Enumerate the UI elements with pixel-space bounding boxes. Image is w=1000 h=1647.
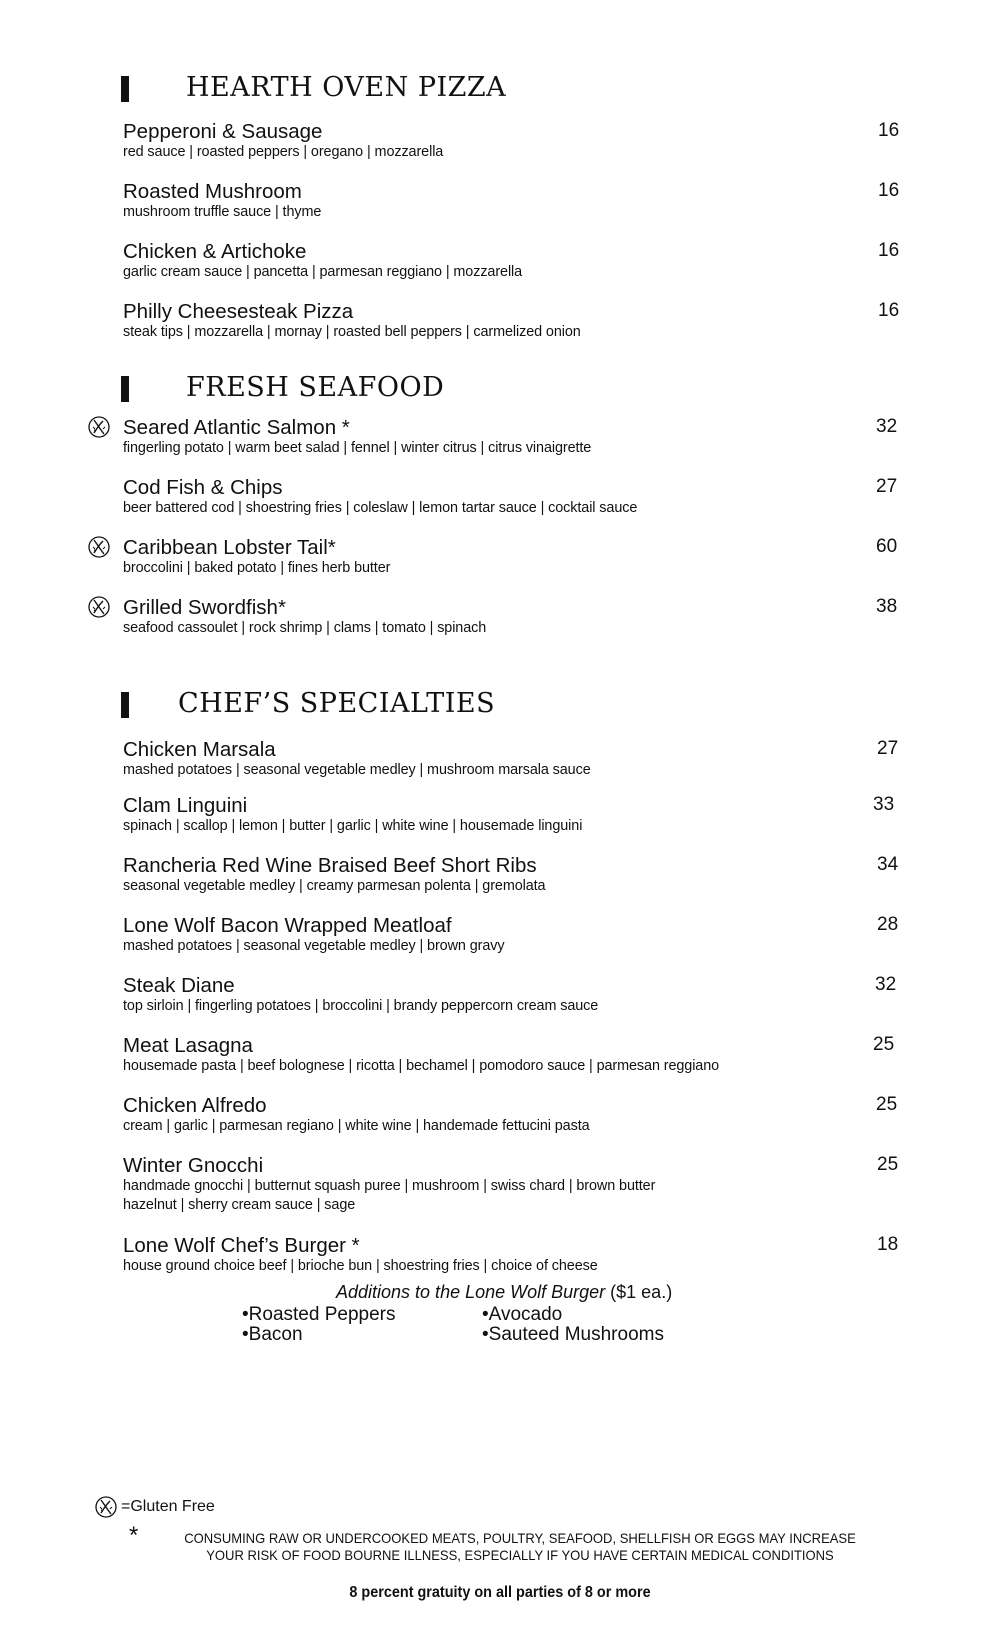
item-description: garlic cream sauce | pancetta | parmesan reggiano | mozzarella (123, 263, 523, 280)
item-price: 32 (875, 974, 897, 995)
item-description: fingerling potato | warm beet salad | fennel | winter citrus | citrus vinaigrette (123, 439, 592, 456)
item-price: 16 (878, 240, 900, 261)
item-description: red sauce | roasted peppers | oregano | mozzarella (123, 143, 444, 160)
item-price: 32 (876, 416, 898, 437)
additions-title (336, 1282, 672, 1303)
item-description: seafood cassoulet | rock shrimp | clams | tomato | spinach (123, 619, 487, 636)
section-marker (121, 76, 129, 102)
addition-option: •Avocado (482, 1304, 563, 1325)
item-price: 33 (873, 794, 895, 815)
section-title: HEARTH OVEN PIZZA (186, 72, 507, 103)
item-name: Seared Atlantic Salmon * (123, 416, 350, 439)
item-price: 25 (873, 1034, 895, 1055)
item-description: mashed potatoes | seasonal vegetable medley | mushroom marsala sauce (123, 761, 591, 778)
item-description: mushroom truffle sauce | thyme (123, 203, 322, 220)
item-name: Pepperoni & Sausage (123, 120, 323, 143)
item-description: seasonal vegetable medley | creamy parmesan polenta | gremolata (123, 877, 546, 894)
legend-text: =Gluten Free (121, 1498, 215, 1515)
item-name: Steak Diane (123, 974, 235, 997)
item-price: 28 (877, 914, 899, 935)
gratuity-note: 8 percent gratuity on all parties of 8 or more (349, 1584, 651, 1601)
item-description: housemade pasta | beef bolognese | ricotta | bechamel | pomodoro sauce | parmesan reggiano (123, 1057, 720, 1074)
item-price: 38 (876, 596, 898, 617)
item-description: top sirloin | fingerling potatoes | broccolini | brandy peppercorn cream sauce (123, 997, 599, 1014)
item-description: mashed potatoes | seasonal vegetable medley | brown gravy (123, 937, 505, 954)
item-price: 18 (877, 1234, 899, 1255)
item-price: 16 (878, 300, 900, 321)
section-marker (121, 692, 129, 718)
section-marker (121, 376, 129, 402)
section-header (0, 372, 1000, 412)
gluten-free-icon (88, 596, 110, 618)
gluten-free-icon (88, 416, 110, 438)
item-price: 25 (877, 1154, 899, 1175)
section-title: FRESH SEAFOOD (186, 372, 445, 403)
gluten-free-legend (95, 1496, 395, 1522)
item-description: handmade gnocchi | butternut squash puree | mushroom | swiss chard | brown butter hazelnut | sherry cream sauce | sage (123, 1177, 656, 1213)
item-price: 16 (878, 180, 900, 201)
item-description: broccolini | baked potato | fines herb butter (123, 559, 391, 576)
item-name: Roasted Mushroom (123, 180, 302, 203)
item-description: spinach | scallop | lemon | butter | garlic | white wine | housemade linguini (123, 817, 583, 834)
gluten-free-icon (88, 536, 110, 558)
food-safety-warning: CONSUMING RAW OR UNDERCOOKED MEATS, POULTRY, SEAFOOD, SHELLFISH OR EGGS MAY INCREASE YOUR RISK OF FOOD BOURNE ILLNESS, ESPECIALLY IF YOU HAVE CERTAIN MEDICAL CONDITIONS (184, 1530, 856, 1563)
item-name: Rancheria Red Wine Braised Beef Short Ribs (123, 854, 537, 877)
item-name: Grilled Swordfish* (123, 596, 286, 619)
item-description: cream | garlic | parmesan regiano | white wine | handemade fettucini pasta (123, 1117, 590, 1134)
additions-title-text: Additions to the Lone Wolf Burger (336, 1282, 606, 1302)
item-name: Winter Gnocchi (123, 1154, 264, 1177)
item-name: Clam Linguini (123, 794, 248, 817)
item-name: Philly Cheesesteak Pizza (123, 300, 354, 323)
item-name: Caribbean Lobster Tail* (123, 536, 336, 559)
additions-price-note: ($1 ea.) (605, 1282, 673, 1302)
item-description: steak tips | mozzarella | mornay | roasted bell peppers | carmelized onion (123, 323, 581, 340)
addition-option: •Sauteed Mushrooms (482, 1324, 664, 1345)
item-price: 27 (877, 738, 899, 759)
item-name: Lone Wolf Chef’s Burger * (123, 1234, 360, 1257)
item-price: 34 (877, 854, 899, 875)
section-specialties (0, 688, 1000, 728)
item-name: Cod Fish & Chips (123, 476, 283, 499)
gluten-free-icon (95, 1496, 117, 1518)
item-price: 27 (876, 476, 898, 497)
item-name: Lone Wolf Bacon Wrapped Meatloaf (123, 914, 452, 937)
item-name: Meat Lasagna (123, 1034, 253, 1057)
addition-option: •Roasted Peppers (242, 1304, 396, 1325)
item-description: house ground choice beef | brioche bun | shoestring fries | choice of cheese (123, 1257, 598, 1274)
section-title: CHEF’S SPECIALTIES (178, 688, 496, 719)
item-description: beer battered cod | shoestring fries | coleslaw | lemon tartar sauce | cocktail sauce (123, 499, 638, 516)
item-name: Chicken & Artichoke (123, 240, 307, 263)
item-name: Chicken Alfredo (123, 1094, 267, 1117)
item-price: 60 (876, 536, 898, 557)
addition-option: •Bacon (242, 1324, 303, 1345)
section-seafood (0, 372, 1000, 412)
item-name: Chicken Marsala (123, 738, 276, 761)
section-header (0, 688, 1000, 728)
item-price: 25 (876, 1094, 898, 1115)
section-pizza (0, 72, 1000, 112)
asterisk-mark: * (129, 1522, 139, 1549)
item-price: 16 (878, 120, 900, 141)
section-header (0, 72, 1000, 112)
